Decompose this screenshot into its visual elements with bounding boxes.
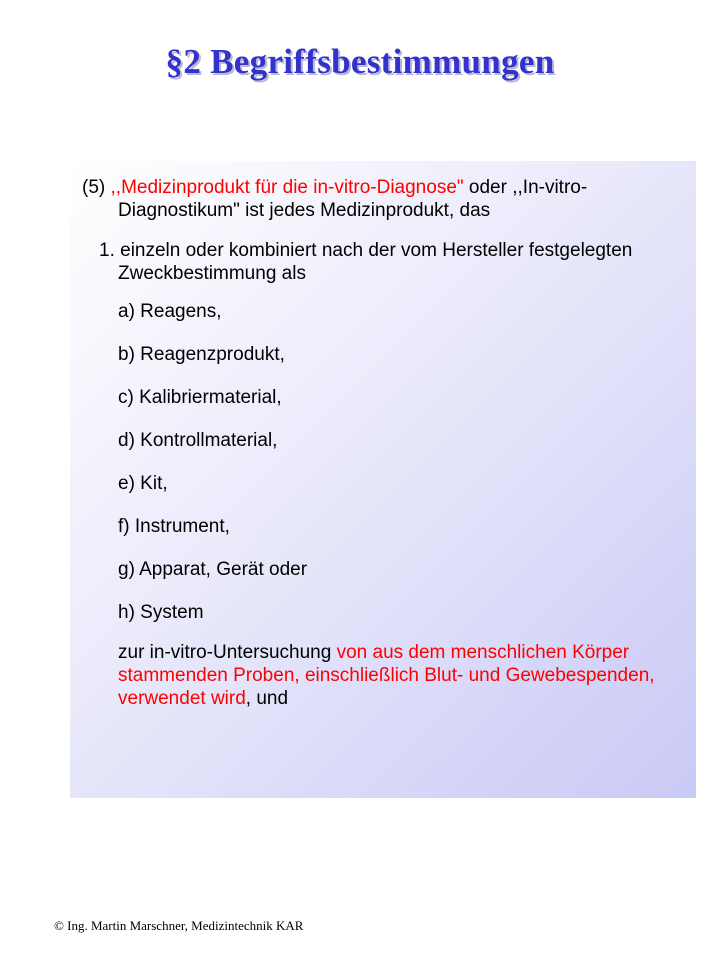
subitem-a: a) Reagens,: [118, 301, 222, 322]
subitem-d: d) Kontrollmaterial,: [118, 430, 278, 451]
item-1: 1. einzeln oder kombiniert nach der vom Hersteller festgelegten Zweckbestimmung als: [99, 240, 633, 284]
subitem-f: f) Instrument,: [118, 516, 230, 537]
definition-intro: [82, 176, 692, 222]
definition-content: [82, 176, 692, 710]
subitem-h: h) System: [118, 602, 204, 623]
defined-term: Medizinprodukt für die in-vitro-Diagnose": [121, 177, 464, 198]
copyright-footer: © Ing. Martin Marschner, Medizintechnik KAR: [54, 918, 304, 933]
closing-highlight: von aus dem menschlichen Körper stammenden Proben, einschließlich Blut- und Gewebespenden, verwendet wird: [118, 642, 655, 709]
subitem-c: c) Kalibriermaterial,: [118, 387, 282, 408]
subitem-b: b) Reagenzprodukt,: [118, 344, 285, 365]
subitem-g: g) Apparat, Gerät oder: [118, 559, 308, 580]
subitem-e: e) Kit,: [118, 473, 168, 494]
quote-open: ,,: [110, 177, 122, 198]
slide-title: §2 Begriffsbestimmungen: [165, 42, 555, 81]
closing-end: , und: [245, 688, 289, 709]
intro-text: oder ,,In-vitro-Diagnostikum" ist jedes Medizinprodukt, das: [118, 177, 588, 221]
closing-text: zur in-vitro-Untersuchung: [118, 642, 337, 663]
closing-paragraph: [82, 641, 692, 710]
paragraph-number: (5): [82, 177, 111, 198]
